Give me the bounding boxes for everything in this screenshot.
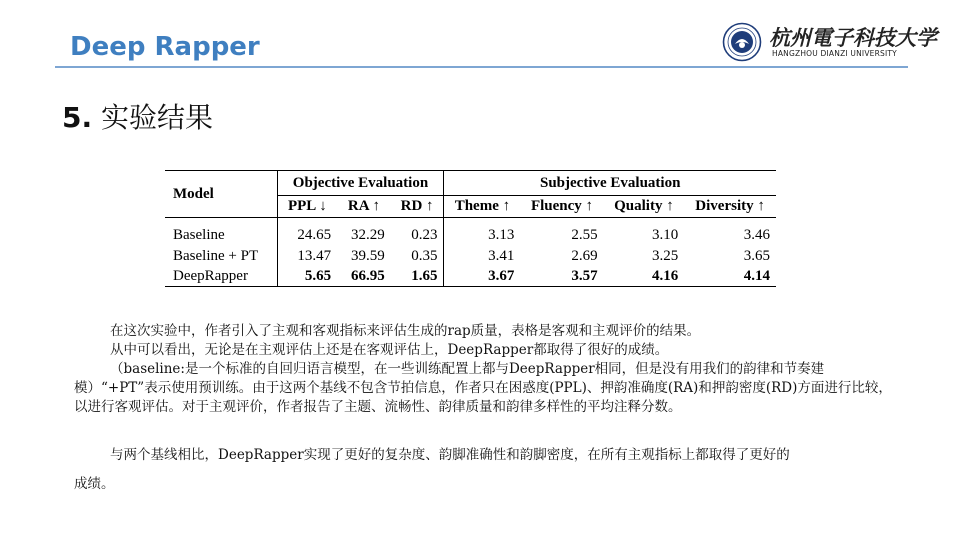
table-row: [165, 246, 776, 266]
conclusion-tail: [74, 475, 896, 494]
table-cell: 3.65: [743, 247, 770, 264]
header-title: Deep Rapper: [70, 32, 260, 62]
table-cell: 3.57: [520, 266, 603, 287]
text-line: [74, 360, 896, 417]
table-column-header: PPL ↓: [277, 196, 337, 218]
table-cell: 0.23: [391, 218, 444, 247]
table-column-header: Diversity ↑: [684, 196, 776, 218]
table-cell: 32.29: [337, 218, 391, 247]
table-cell: 3.67: [444, 266, 520, 287]
table-cell: 4.16: [604, 266, 685, 287]
university-name-cn: 杭州電子科技大学: [769, 25, 937, 50]
table-column-header: Theme ↑: [444, 196, 520, 218]
text-conclusion: 与两个基线相比，DeepRapper实现了更好的复杂度、韵脚准确性和韵脚密度，在所有主观指标上都取得了更好的: [110, 447, 790, 463]
table-cell: 3.41: [444, 246, 520, 266]
table-cell: 4.14: [684, 266, 776, 287]
text-conclusion-end: 成绩。: [74, 476, 115, 492]
text-line: [74, 341, 896, 360]
table-cell: 3.10: [604, 218, 685, 247]
table-cell-model: Baseline: [165, 218, 277, 247]
table-column-header: RA ↑: [337, 196, 391, 218]
table-cell: 66.95: [337, 266, 391, 287]
university-logo: [722, 20, 937, 64]
conclusion-line: [74, 446, 896, 465]
table-row: [165, 266, 776, 287]
table-column-header: Quality ↑: [604, 196, 685, 218]
table-cell: 24.65: [277, 218, 337, 247]
text-line: [74, 322, 896, 341]
table-header-subjective: Subjective Evaluation: [444, 171, 776, 196]
table-cell: 1.65: [391, 266, 444, 287]
table-header-objective: Objective Evaluation: [277, 171, 444, 196]
table-cell: 2.69: [571, 247, 598, 264]
table-cell: 3.46: [684, 218, 776, 247]
table-cell: 3.25: [651, 247, 679, 264]
description-paragraph: [74, 322, 896, 417]
text-baseline-note: （baseline:是一个标准的自回归语言模型，在一些训练配置上都与DeepRapper相同，但是没有用我们的韵律和节奏建模）“+PT”表示使用预训练。由于这两个基线不包含节拍信息，作者只在困惑度(PPL)、押韵准确度(RA)和押韵密度(RD)方面进行比较，以进行客观评估。对于主观评价，作者报告了主题、流畅性、韵律质量和韵律多样性的平均注释分数。: [74, 361, 892, 415]
section-heading: 实验结果: [101, 101, 214, 134]
table-cell-model: Baseline + PT: [173, 247, 259, 264]
table-cell: 3.13: [444, 218, 520, 247]
table-cell: 13.47: [277, 246, 337, 266]
section-number: 5.: [62, 101, 93, 134]
table-cell-model: DeepRapper: [165, 266, 277, 287]
table-cell: 2.55: [520, 218, 603, 247]
text-summary: 从中可以看出，无论是在主观评估上还是在客观评估上，DeepRapper都取得了很好的成绩。: [110, 342, 669, 358]
table-header-model: Model: [165, 171, 277, 218]
table-column-header: RD ↑: [391, 196, 444, 218]
header-divider: [55, 66, 908, 68]
table-cell: 39.59: [350, 247, 385, 264]
table-cell: 0.35: [411, 247, 438, 264]
table-row: [165, 218, 776, 247]
university-name-en: HANGZHOU DIANZI UNIVERSITY: [772, 49, 897, 58]
table-column-header: Fluency ↑: [520, 196, 603, 218]
results-table: [165, 170, 776, 287]
section-title: [62, 96, 213, 136]
text-intro: 在这次实验中，作者引入了主观和客观指标来评估生成的rap质量，表格是客观和主观评价的结果。: [110, 323, 701, 339]
table-cell: 5.65: [277, 266, 337, 287]
university-seal-icon: [722, 22, 762, 62]
